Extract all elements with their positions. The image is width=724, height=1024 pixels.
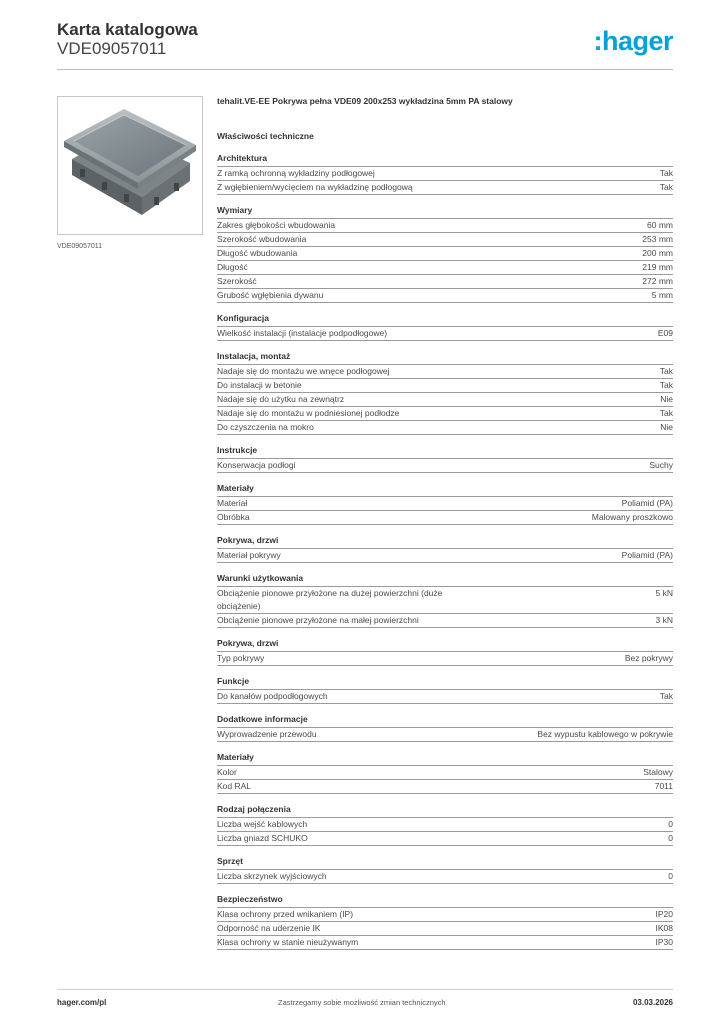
image-caption: VDE09057011	[57, 243, 103, 250]
spec-label: Wyprowadzenie przewodu	[217, 729, 317, 739]
spec-label: Odporność na uderzenie IK	[217, 923, 321, 933]
spec-section	[217, 205, 673, 303]
spec-label: Do kanałów podpodłogowych	[217, 691, 328, 701]
spec-row	[217, 780, 673, 794]
spec-label: Zakres głębokości wbudowania	[217, 220, 336, 230]
spec-value: Tak	[659, 366, 673, 376]
spec-label: Materiał pokrywy	[217, 550, 281, 560]
spec-section	[217, 856, 673, 884]
spec-value: 7011	[654, 781, 673, 791]
product-name: tehalit.VE-EE Pokrywa pełna VDE09 200x253 wykładzina 5mm PA stalowy	[217, 96, 513, 106]
properties-heading: Właściwości techniczne	[217, 131, 314, 141]
spec-row	[217, 922, 673, 936]
spec-value: 5 kN	[655, 588, 673, 598]
spec-value: Malowany proszkowo	[591, 512, 673, 522]
spec-label: Konserwacja podłogi	[217, 460, 296, 470]
spec-value: Bez wypustu kablowego w pokrywie	[537, 729, 673, 739]
spec-value: 0	[668, 833, 673, 843]
spec-label: Z wgłębieniem/wycięciem na wykładzinę podłogową	[217, 182, 413, 192]
section-title: Sprzęt	[217, 856, 673, 870]
spec-row	[217, 219, 673, 233]
spec-row	[217, 379, 673, 393]
header-divider	[57, 69, 673, 70]
spec-section	[217, 638, 673, 666]
spec-value: Poliamid (PA)	[621, 498, 673, 508]
section-title: Instrukcje	[217, 445, 673, 459]
spec-label: Liczba wejść kablowych	[217, 819, 308, 829]
section-title: Funkcje	[217, 676, 673, 690]
spec-row	[217, 233, 673, 247]
spec-section	[217, 313, 673, 341]
spec-section	[217, 894, 673, 950]
spec-row	[217, 393, 673, 407]
spec-value: IP30	[655, 937, 673, 947]
spec-row	[217, 908, 673, 922]
spec-row	[217, 407, 673, 421]
spec-section	[217, 351, 673, 435]
section-title: Warunki użytkowania	[217, 573, 673, 587]
spec-label: Liczba gniazd SCHUKO	[217, 833, 308, 843]
spec-row	[217, 652, 673, 666]
spec-label: Grubość wgłębienia dywanu	[217, 290, 324, 300]
spec-row	[217, 459, 673, 473]
spec-section	[217, 445, 673, 473]
spec-value: 0	[668, 871, 673, 881]
spec-value: Tak	[659, 168, 673, 178]
spec-row	[217, 421, 673, 435]
section-title: Materiały	[217, 752, 673, 766]
spec-value: 3 kN	[655, 615, 673, 625]
spec-value: Nie	[660, 422, 673, 432]
spec-value: Tak	[659, 691, 673, 701]
spec-row	[217, 587, 673, 614]
spec-row	[217, 365, 673, 379]
spec-row	[217, 327, 673, 341]
section-title: Konfiguracja	[217, 313, 673, 327]
spec-row	[217, 766, 673, 780]
page-header	[57, 20, 673, 70]
spec-row	[217, 936, 673, 950]
spec-label: Kolor	[217, 767, 237, 777]
spec-row	[217, 181, 673, 195]
spec-section	[217, 535, 673, 563]
spec-label: Do instalacji w betonie	[217, 380, 302, 390]
spec-value: Tak	[659, 182, 673, 192]
spec-section	[217, 714, 673, 742]
spec-label: Typ pokrywy	[217, 653, 265, 663]
spec-section	[217, 573, 673, 628]
spec-value: Tak	[659, 408, 673, 418]
spec-value: 60 mm	[647, 220, 673, 230]
spec-label: Klasa ochrony w stanie nieużywanym	[217, 937, 359, 947]
spec-value: 5 mm	[651, 290, 673, 300]
spec-label: Liczba skrzynek wyjściowych	[217, 871, 327, 881]
section-title: Pokrywa, drzwi	[217, 638, 673, 652]
spec-row	[217, 690, 673, 704]
spec-section	[217, 153, 673, 195]
section-title: Materiały	[217, 483, 673, 497]
spec-label: Długość wbudowania	[217, 248, 298, 258]
hager-logo: :hager	[593, 26, 673, 56]
spec-value: E09	[657, 328, 673, 338]
specification-content	[217, 95, 673, 950]
spec-label: Kod RAL	[217, 781, 252, 791]
spec-label: Obciążenie pionowe przyłożone na dużej powierzchni (duże obciążenie)	[217, 588, 443, 611]
spec-label: Klasa ochrony przed wnikaniem (IP)	[217, 909, 354, 919]
spec-row	[217, 728, 673, 742]
footer-date: 03.03.2026	[632, 998, 673, 1007]
spec-value: Bez pokrywy	[624, 653, 673, 663]
spec-row	[217, 549, 673, 563]
spec-label: Obróbka	[217, 512, 250, 522]
spec-value: Stalowy	[643, 767, 673, 777]
spec-row	[217, 289, 673, 303]
spec-section	[217, 483, 673, 525]
spec-row	[217, 261, 673, 275]
section-title: Architektura	[217, 153, 673, 167]
specification-sections	[217, 153, 673, 950]
spec-label: Szerokość	[217, 276, 257, 286]
spec-row	[217, 614, 673, 628]
spec-value: Suchy	[649, 460, 673, 470]
footer-website[interactable]: hager.com/pl	[57, 998, 107, 1007]
spec-row	[217, 832, 673, 846]
spec-row	[217, 818, 673, 832]
section-title: Pokrywa, drzwi	[217, 535, 673, 549]
spec-label: Długość	[217, 262, 248, 272]
footer-divider	[57, 989, 673, 990]
spec-row	[217, 497, 673, 511]
spec-section	[217, 676, 673, 704]
spec-value: 0	[668, 819, 673, 829]
spec-row	[217, 167, 673, 181]
spec-value: 272 mm	[642, 276, 673, 286]
spec-value: 200 mm	[642, 248, 673, 258]
section-title: Dodatkowe informacje	[217, 714, 673, 728]
spec-label: Do czyszczenia na mokro	[217, 422, 314, 432]
spec-section	[217, 804, 673, 846]
spec-row	[217, 870, 673, 884]
spec-label: Wielkość instalacji (instalacje podpodłogowe)	[217, 328, 388, 338]
spec-value: Nie	[660, 394, 673, 404]
spec-value: 219 mm	[642, 262, 673, 272]
spec-row	[217, 275, 673, 289]
floor-box-cover-illustration	[58, 97, 202, 234]
spec-value: Tak	[659, 380, 673, 390]
section-title: Wymiary	[217, 205, 673, 219]
spec-label: Szerokość wbudowania	[217, 234, 307, 244]
spec-value: 253 mm	[642, 234, 673, 244]
section-title: Bezpieczeństwo	[217, 894, 673, 908]
spec-label: Nadaje się do użytku na zewnątrz	[217, 394, 345, 404]
spec-label: Materiał	[217, 498, 248, 508]
section-title: Instalacja, montaż	[217, 351, 673, 365]
spec-row	[217, 247, 673, 261]
spec-label: Nadaje się do montażu w podniesionej podłodze	[217, 408, 400, 418]
spec-label: Obciążenie pionowe przyłożone na małej powierzchni	[217, 615, 419, 625]
spec-row	[217, 511, 673, 525]
spec-value: IK08	[655, 923, 673, 933]
section-title: Rodzaj połączenia	[217, 804, 673, 818]
spec-section	[217, 752, 673, 794]
spec-label: Z ramką ochronną wykładziny podłogowej	[217, 168, 375, 178]
footer-disclaimer: Zastrzegamy sobie możliwość zmian technicznych	[278, 998, 446, 1007]
product-image	[57, 96, 203, 235]
document-title: Karta katalogowa	[57, 20, 198, 39]
spec-value: IP20	[655, 909, 673, 919]
product-code: VDE09057011	[57, 39, 167, 58]
spec-value: Poliamid (PA)	[621, 550, 673, 560]
spec-label: Nadaje się do montażu we wnęce podłogowej	[217, 366, 390, 376]
